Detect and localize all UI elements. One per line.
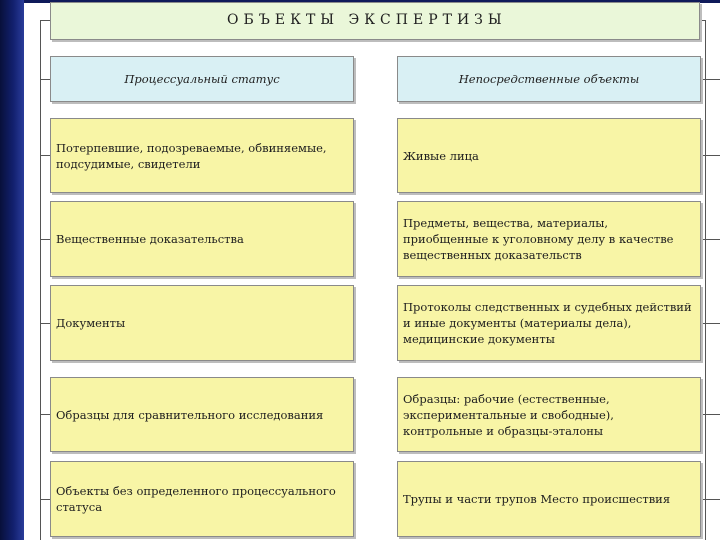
- left-tick: [40, 79, 50, 80]
- cell-status-row-1: Потерпевшие, подозреваемые, обвиняемые, подсудимые, свидетели: [50, 118, 354, 193]
- cell-status-row-5: Объекты без определенного процессуального статуса: [50, 461, 354, 537]
- diagram-title: ОБЪЕКТЫ ЭКСПЕРТИЗЫ: [50, 2, 700, 40]
- cell-objects-row-5: Трупы и части трупов Место происшествия: [397, 461, 701, 537]
- right-tick: [701, 79, 720, 80]
- cell-objects-row-2: Предметы, вещества, материалы, приобщенные к уголовному делу в качестве вещественных доказательств: [397, 201, 701, 277]
- header-direct-objects: Непосредственные объекты: [397, 56, 701, 102]
- left-tick: [40, 323, 50, 324]
- left-tick: [40, 239, 50, 240]
- right-connector-top: [700, 20, 706, 21]
- cell-objects-row-4: Образцы: рабочие (естественные, экспериментальные и свободные), контрольные и образцы-эталоны: [397, 377, 701, 452]
- right-tick: [701, 499, 720, 500]
- left-tick: [40, 414, 50, 415]
- cell-status-row-4: Образцы для сравнительного исследования: [50, 377, 354, 452]
- right-connector-line: [705, 20, 706, 540]
- cell-objects-row-3: Протоколы следственных и судебных действий и иные документы (материалы дела), медицинские документы: [397, 285, 701, 361]
- left-connector-line: [40, 20, 41, 540]
- header-procedural-status: Процессуальный статус: [50, 56, 354, 102]
- right-tick: [701, 323, 720, 324]
- sidebar-decoration: [0, 0, 24, 540]
- cell-objects-row-1: Живые лица: [397, 118, 701, 193]
- left-tick: [40, 155, 50, 156]
- right-tick: [701, 239, 720, 240]
- cell-status-row-3: Документы: [50, 285, 354, 361]
- right-tick: [701, 414, 720, 415]
- cell-status-row-2: Вещественные доказательства: [50, 201, 354, 277]
- left-tick: [40, 499, 50, 500]
- right-tick: [701, 155, 720, 156]
- left-connector-top: [40, 20, 50, 21]
